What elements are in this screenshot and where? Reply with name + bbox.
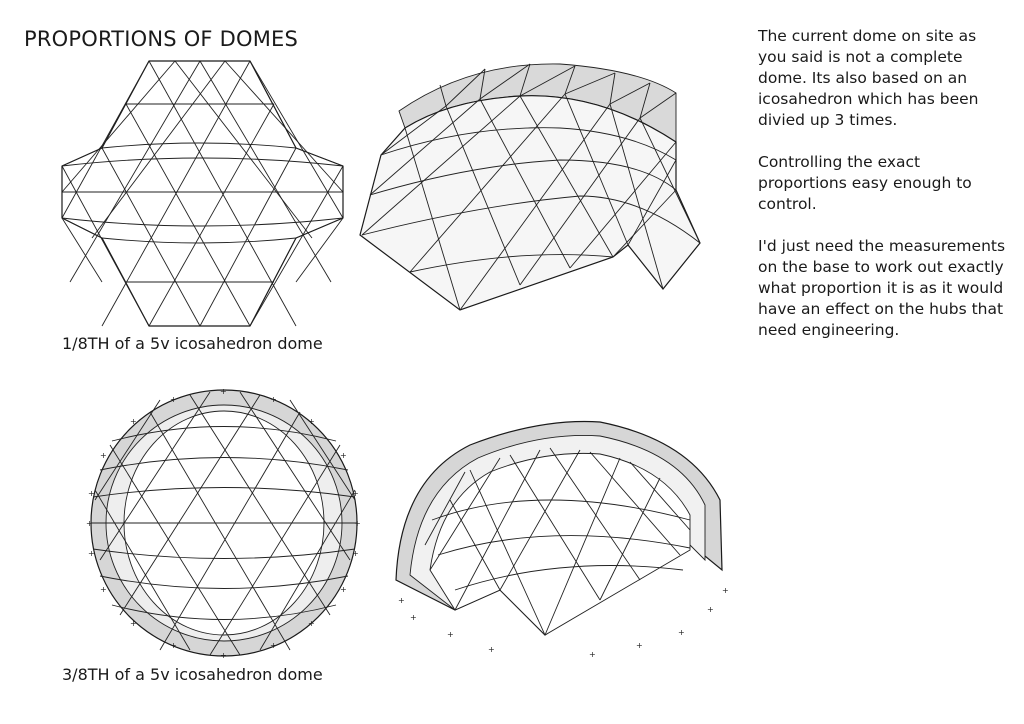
svg-text:+: + <box>88 549 95 558</box>
svg-text:+: + <box>86 519 93 528</box>
svg-text:+: + <box>447 630 454 639</box>
svg-text:+: + <box>308 619 315 628</box>
note-paragraph-2: Controlling the exact proportions easy enough to control. <box>758 153 972 213</box>
svg-text:+: + <box>170 395 177 404</box>
svg-text:+: + <box>707 605 714 614</box>
svg-text:+: + <box>100 585 107 594</box>
perspective-eighth-dome <box>360 64 700 310</box>
svg-text:+: + <box>130 619 137 628</box>
svg-text:+: + <box>352 549 359 558</box>
svg-text:+: + <box>678 628 685 637</box>
caption-eighth-dome: 1/8TH of a 5v icosahedron dome <box>62 334 323 353</box>
svg-text:+: + <box>270 641 277 650</box>
page-title: PROPORTIONS OF DOMES <box>24 27 299 51</box>
svg-text:+: + <box>270 395 277 404</box>
top-view-three-eighths-dome <box>86 387 361 660</box>
svg-text:+: + <box>88 489 95 498</box>
svg-text:+: + <box>488 645 495 654</box>
note-paragraph-3: I'd just need the measurements on the base to work out exactly what proportion it is as it would have an effect on the hubs that need engineering. <box>758 237 1006 339</box>
note-paragraph-1: The current dome on site as you said is not a complete dome. Its also based on an icosahedron which has been divied up 3 times. <box>758 27 979 129</box>
svg-text:+: + <box>722 586 729 595</box>
perspective-three-eighths-dome <box>396 421 729 659</box>
svg-text:+: + <box>398 596 405 605</box>
svg-text:+: + <box>130 417 137 426</box>
svg-text:+: + <box>352 489 359 498</box>
svg-text:+: + <box>636 641 643 650</box>
svg-text:+: + <box>340 451 347 460</box>
svg-text:+: + <box>340 585 347 594</box>
svg-text:+: + <box>220 387 227 396</box>
caption-three-eighths-dome: 3/8TH of a 5v icosahedron dome <box>62 665 323 684</box>
svg-text:+: + <box>308 417 315 426</box>
svg-text:+: + <box>589 650 596 659</box>
svg-text:+: + <box>170 641 177 650</box>
svg-text:+: + <box>220 651 227 660</box>
svg-text:+: + <box>410 613 417 622</box>
svg-text:+: + <box>354 519 361 528</box>
top-view-eighth-dome <box>62 61 343 326</box>
svg-text:+: + <box>100 451 107 460</box>
